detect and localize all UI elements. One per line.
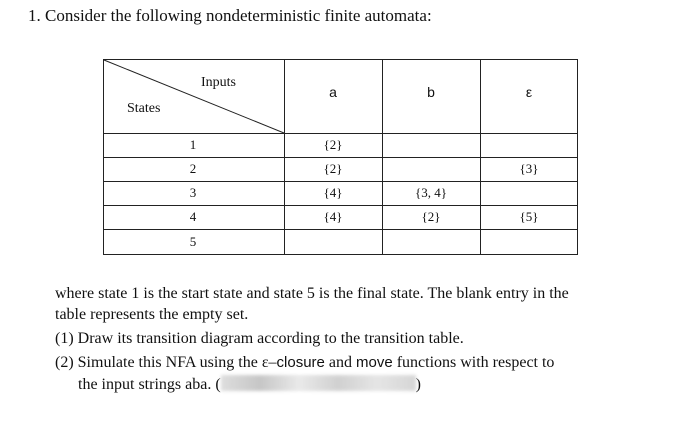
closing-paren: ) [415,376,421,393]
corner-states-label: States [127,101,161,116]
task-item-1: (1) Draw its transition diagram according to the transition table. [55,330,464,347]
state-cell: 3 [189,185,197,200]
description-line-2: table represents the empty set. [55,306,249,323]
corner-diagonal [104,60,284,133]
column-header-a: a [329,84,337,100]
transition-b-cell [382,135,480,155]
transition-a-cell: {4} [323,209,343,224]
transition-a-cell: {2} [323,137,343,152]
description-line-1: where state 1 is the start state and state 5 is the final state. The blank entry in the [55,285,569,302]
state-cell: 5 [189,234,197,249]
task-item-2-text-end: functions with respect to [392,354,555,371]
transition-epsilon-cell [480,183,578,203]
column-header-b: b [427,84,435,100]
state-cell: 1 [189,137,197,152]
transition-epsilon-cell: {3} [519,161,539,176]
transition-a-cell: {4} [323,185,343,200]
transition-a-cell [284,232,382,252]
question-title: 1. Consider the following nondeterministic finite automata: [28,6,432,25]
state-cell: 4 [189,209,197,224]
move-keyword: move [356,354,393,371]
column-header-epsilon: ε [525,84,533,100]
closure-keyword: closure [276,354,325,371]
transition-epsilon-cell [480,135,578,155]
epsilon-symbol: ε– [261,354,277,371]
transition-b-cell [382,159,480,179]
input-strings-text: the input strings aba. ( [78,376,221,393]
corner-inputs-label: Inputs [201,75,236,90]
transition-table [103,59,578,255]
task-item-2-text-start: (2) Simulate this NFA using the [55,354,262,371]
transition-b-cell [382,232,480,252]
redacted-text [221,375,416,391]
task-item-2 [55,352,554,373]
transition-b-cell: {2} [421,209,441,224]
task-item-2-line-2 [78,374,421,395]
transition-epsilon-cell [480,232,578,252]
transition-epsilon-cell: {5} [519,209,539,224]
state-cell: 2 [189,161,197,176]
transition-a-cell: {2} [323,161,343,176]
conjunction: and [324,354,356,371]
transition-b-cell: {3, 4} [415,185,447,200]
